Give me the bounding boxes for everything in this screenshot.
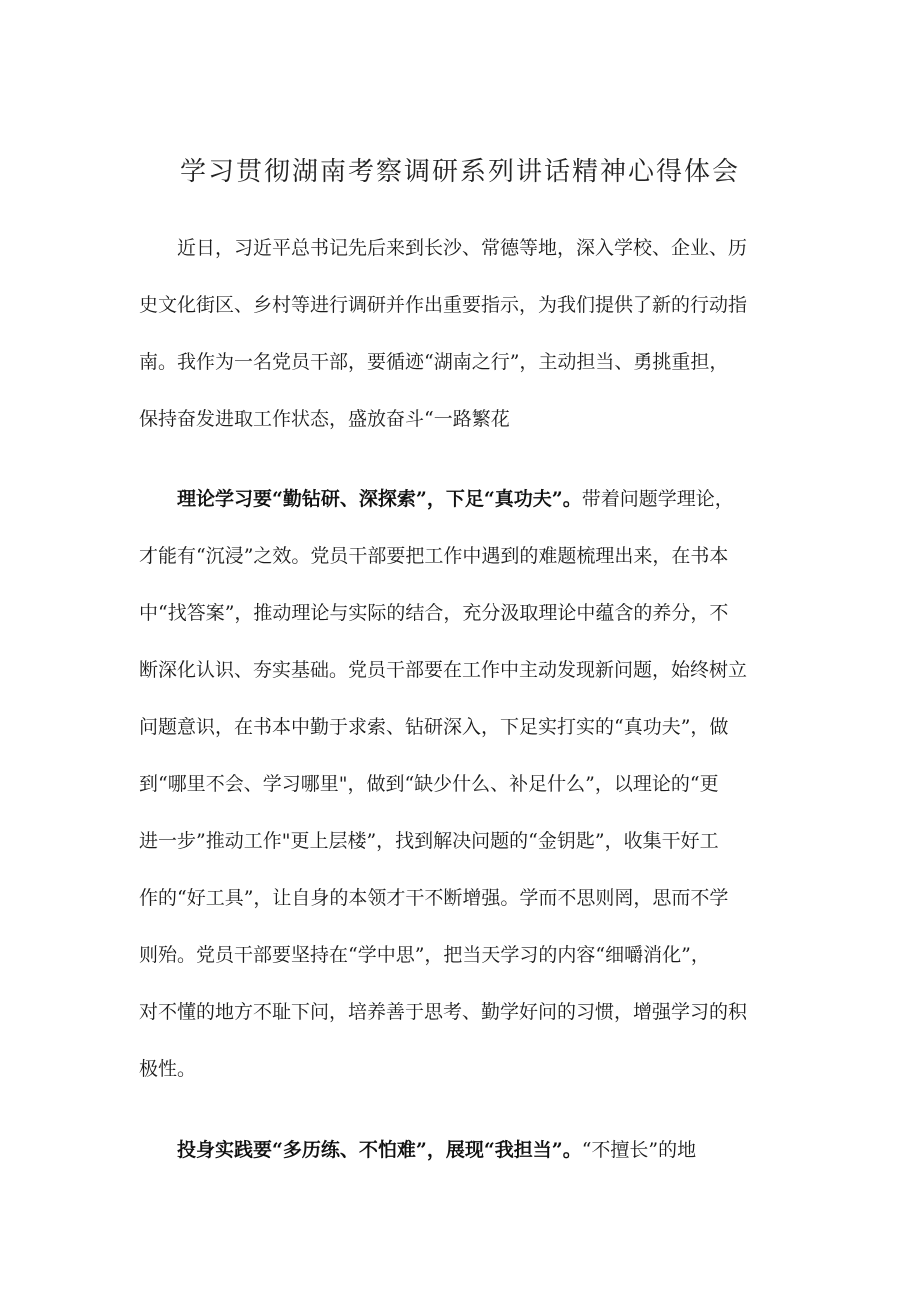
paragraph-3-line-1 bbox=[177, 1135, 696, 1165]
paragraph-1-line-3: 南。我作为一名党员干部，要循迹“湖南之行”，主动担当、勇挑重担， bbox=[139, 351, 729, 373]
paragraph-3-heading: 投身实践要“多历练、不怕难”，展现“我担当”。 bbox=[177, 1139, 582, 1161]
paragraph-2-line-4: 断深化认识、夯实基础。党员干部要在工作中主动发现新问题，始终树立 bbox=[139, 659, 748, 681]
paragraph-1-line-2: 史文化街区、乡村等进行调研并作出重要指示，为我们提供了新的行动指 bbox=[139, 294, 748, 316]
paragraph-1-line-4: 保持奋发进取工作状态，盛放奋斗“一路繁花 bbox=[139, 408, 510, 430]
paragraph-2-first-line-rest: 带着问题学理论， bbox=[581, 488, 734, 510]
paragraph-1-line-1: 近日，习近平总书记先后来到长沙、常德等地，深入学校、企业、历 bbox=[177, 237, 748, 259]
paragraph-2-line-1 bbox=[177, 484, 734, 514]
document-title: 学习贯彻湖南考察调研系列讲话精神心得体会 bbox=[179, 157, 740, 187]
paragraph-2-line-9: 则殆。党员干部要坚持在“学中思”，把当天学习的内容“细嚼消化”， bbox=[139, 944, 710, 966]
paragraph-2-line-10: 对不懂的地方不耻下问，培养善于思考、勤学好问的习惯，增强学习的积 bbox=[139, 1001, 748, 1023]
paragraph-2-heading: 理论学习要“勤钻研、深探索”，下足“真功夫”。 bbox=[177, 488, 582, 510]
paragraph-2-line-3: 中“找答案”，推动理论与实际的结合，充分汲取理论中蕴含的养分，不 bbox=[139, 602, 729, 624]
paragraph-2-line-11: 极性。 bbox=[139, 1058, 197, 1080]
paragraph-2-line-8: 作的“好工具”，让自身的本领才干不断增强。学而不思则罔，思而不学 bbox=[139, 887, 729, 909]
paragraph-2-line-5: 问题意识，在书本中勤于求索、钻研深入，下足实打实的“真功夫”，做 bbox=[139, 716, 729, 738]
paragraph-2-line-7: 进一步”推动工作"更上层楼”，找到解决问题的“金钥匙”，收集干好工 bbox=[139, 830, 719, 852]
paragraph-2-line-6: 到“哪里不会、学习哪里"，做到“缺少什么、补足什么”，以理论的“更 bbox=[139, 773, 719, 795]
paragraph-3-first-line-rest: “不擅长”的地 bbox=[581, 1139, 697, 1161]
paragraph-2-line-2: 才能有“沉浸”之效。党员干部要把工作中遇到的难题梳理出来，在书本 bbox=[139, 545, 729, 567]
